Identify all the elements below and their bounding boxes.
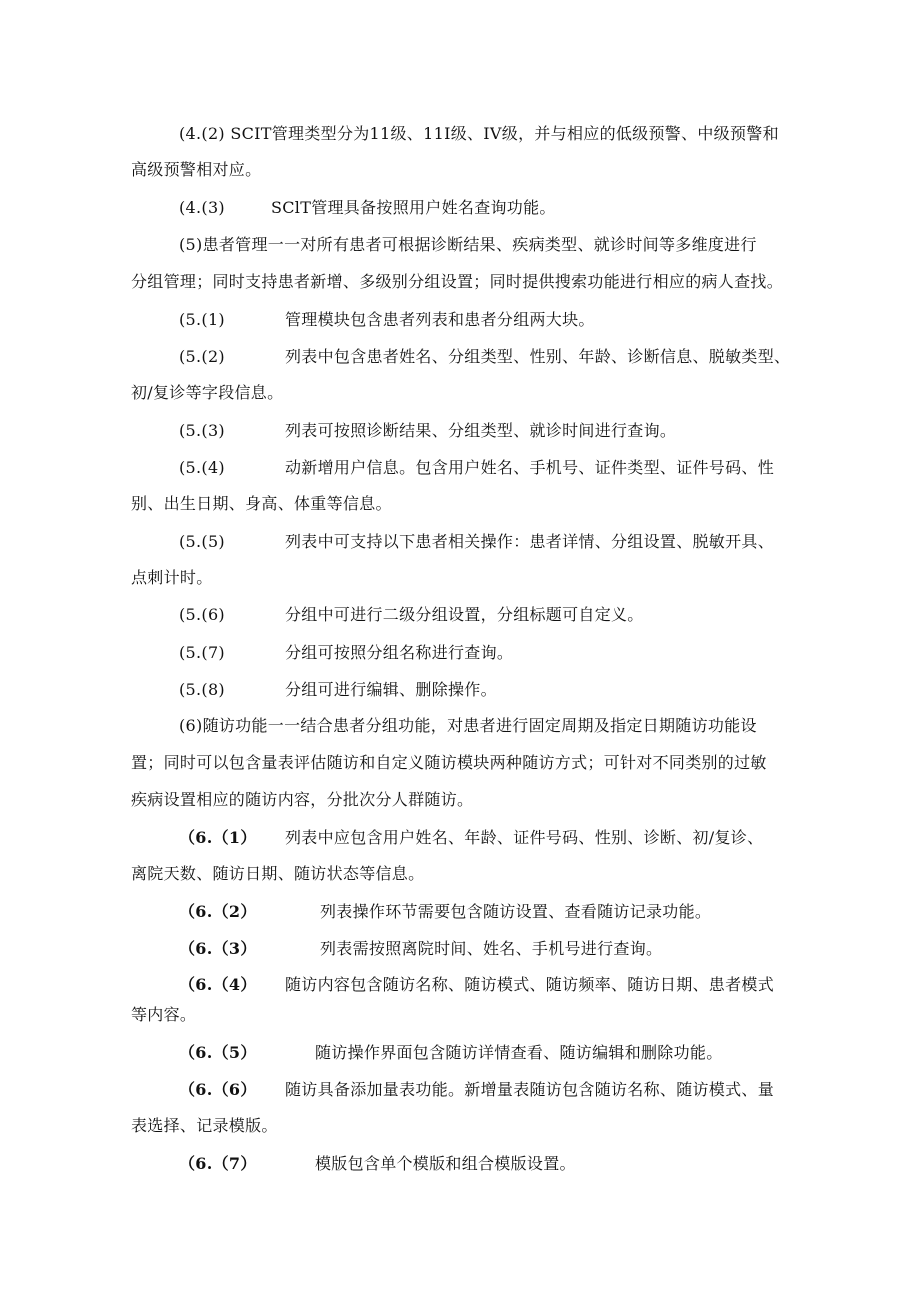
para-5-7-text: 分组可按照分组名称进行查询。 xyxy=(285,643,514,662)
para-6-7-number: （6.（7） xyxy=(179,1154,257,1173)
para-6-5-number: （6.（5） xyxy=(179,1043,257,1062)
para-5-1 xyxy=(179,310,595,330)
para-6-5-text: 随访操作界面包含随访详情查看、随访编辑和删除功能。 xyxy=(315,1043,723,1062)
para-5-6-text: 分组中可进行二级分组设置，分组标题可自定义。 xyxy=(285,605,644,624)
para-5-3-text: 列表可按照诊断结果、分组类型、就诊时间进行查询。 xyxy=(285,421,677,440)
para-5-1-number: (5.(1) xyxy=(179,310,225,329)
para-5-8 xyxy=(179,680,497,700)
para-6-line3: 疾病设置相应的随访内容，分批次分人群随访。 xyxy=(131,790,474,809)
para-6-1 xyxy=(179,828,764,848)
para-5-7 xyxy=(179,643,514,663)
para-6-6 xyxy=(179,1080,775,1100)
para-6-3-number: （6.（3） xyxy=(179,939,257,958)
para-4-3-text: SClT管理具备按照用户姓名查询功能。 xyxy=(271,198,556,217)
para-6-2-number: （6.（2） xyxy=(179,902,257,921)
para-5-6 xyxy=(179,605,644,625)
para-6-3 xyxy=(179,939,663,959)
para-6-6-line2: 表选择、记录模版。 xyxy=(131,1116,278,1135)
para-4-3 xyxy=(179,198,556,218)
para-5-3 xyxy=(179,421,677,441)
para-5-5-line2: 点刺计时。 xyxy=(131,568,213,587)
para-5-4-line2: 别、出生日期、身高、体重等信息。 xyxy=(131,494,392,513)
para-6-5 xyxy=(179,1043,723,1063)
para-5-8-text: 分组可进行编辑、删除操作。 xyxy=(285,680,497,699)
para-5-2-text: 列表中包含患者姓名、分组类型、性别、年龄、诊断信息、脱敏类型、 xyxy=(285,347,791,366)
para-5-2 xyxy=(179,347,791,367)
para-5-8-number: (5.(8) xyxy=(179,680,225,699)
para-6-1-text: 列表中应包含用户姓名、年龄、证件号码、性别、诊断、初/复诊、 xyxy=(285,828,764,847)
para-6-1-line2: 离院天数、随访日期、随访状态等信息。 xyxy=(131,864,425,883)
para-5-4 xyxy=(179,458,775,478)
para-4-3-number: (4.(3) xyxy=(179,198,225,217)
para-5-line1: (5)患者管理一一对所有患者可根据诊断结果、疾病类型、就诊时间等多维度进行 xyxy=(179,235,757,254)
para-6-1-number: （6.（1） xyxy=(179,828,257,847)
para-5-7-number: (5.(7) xyxy=(179,643,225,662)
para-6-line2: 置；同时可以包含量表评估随访和自定义随访模块两种随访方式；可针对不同类别的过敏 xyxy=(131,753,767,772)
para-6-4 xyxy=(179,975,775,995)
para-5-5-number: (5.(5) xyxy=(179,532,225,551)
para-5-4-text: 动新增用户信息。包含用户姓名、手机号、证件类型、证件号码、性 xyxy=(285,458,775,477)
para-5-2-number: (5.(2) xyxy=(179,347,225,366)
para-5-3-number: (5.(3) xyxy=(179,421,225,440)
para-5-6-number: (5.(6) xyxy=(179,605,225,624)
para-4-2-line1: (4.(2) SCIT管理类型分为11级、11I级、IV级，并与相应的低级预警、中级预警和 xyxy=(179,124,779,143)
para-6-6-text: 随访具备添加量表功能。新增量表随访包含随访名称、随访模式、量 xyxy=(285,1080,775,1099)
para-6-4-number: （6.（4） xyxy=(179,975,257,994)
para-6-7 xyxy=(179,1154,576,1174)
para-5-1-text: 管理模块包含患者列表和患者分组两大块。 xyxy=(285,310,595,329)
para-6-6-number: （6.（6） xyxy=(179,1080,257,1099)
para-6-3-text: 列表需按照离院时间、姓名、手机号进行查询。 xyxy=(320,939,663,958)
para-5-4-number: (5.(4) xyxy=(179,458,225,477)
para-5-5-text: 列表中可支持以下患者相关操作：患者详情、分组设置、脱敏开具、 xyxy=(285,532,775,551)
para-6-2 xyxy=(179,902,712,922)
para-4-2-line2: 高级预警相对应。 xyxy=(131,160,262,179)
para-6-line1: (6)随访功能一一结合患者分组功能，对患者进行固定周期及指定日期随访功能设 xyxy=(179,716,757,735)
para-5-line2: 分组管理；同时支持患者新增、多级别分组设置；同时提供搜索功能进行相应的病人查找。 xyxy=(131,272,784,291)
para-6-7-text: 模版包含单个模版和组合模版设置。 xyxy=(315,1154,576,1173)
para-6-2-text: 列表操作环节需要包含随访设置、查看随访记录功能。 xyxy=(320,902,712,921)
para-6-4-line2: 等内容。 xyxy=(131,1005,197,1024)
para-5-2-line2: 初/复诊等字段信息。 xyxy=(131,383,284,402)
para-6-4-text: 随访内容包含随访名称、随访模式、随访频率、随访日期、患者模式 xyxy=(285,975,775,994)
para-5-5 xyxy=(179,532,775,552)
